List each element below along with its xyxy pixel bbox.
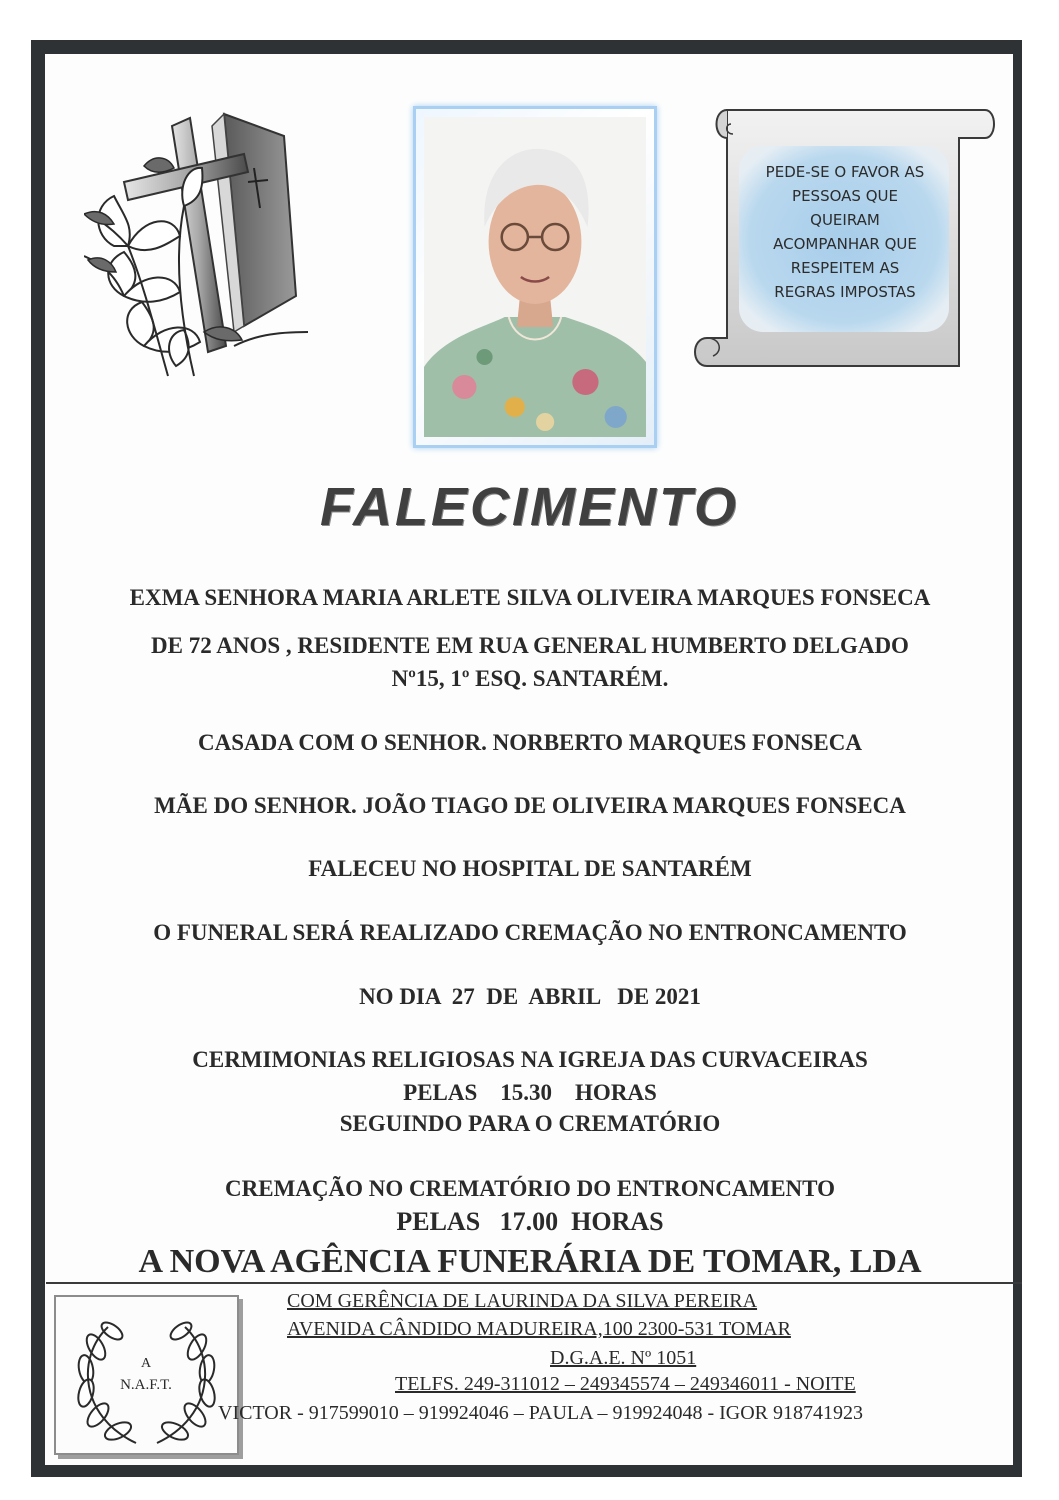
ceremony-time-line: PELAS 15.30 HORAS	[403, 1080, 657, 1105]
spouse-line: CASADA COM O SENHOR. NORBERTO MARQUES FONSECA	[198, 730, 862, 755]
portrait-frame	[413, 106, 657, 448]
agency-license: D.G.A.E. Nº 1051	[550, 1347, 697, 1369]
request-line: ACOMPANHAR QUE	[773, 235, 917, 253]
request-line: PESSOAS QUE	[792, 187, 898, 205]
agency-management: COM GERÊNCIA DE LAURINDA DA SILVA PEREIRA	[287, 1290, 758, 1312]
seal-top-text: A	[140, 1356, 152, 1371]
date-line: NO DIA 27 DE ABRIL DE 2021	[359, 984, 701, 1009]
death-place-line: FALECEU NO HOSPITAL DE SANTARÉM	[308, 856, 752, 881]
night-contacts: VICTOR - 917599010 – 919924046 – PAULA – 919924048 - IGOR 918741923	[218, 1402, 864, 1424]
agency-name: A NOVA AGÊNCIA FUNERÁRIA DE TOMAR, LDA	[138, 1243, 922, 1280]
child-line: MÃE DO SENHOR. JOÃO TIAGO DE OLIVEIRA MARQUES FONSECA	[154, 793, 906, 818]
residence-line-2: Nº15, 1º ESQ. SANTARÉM.	[391, 666, 669, 691]
agency-seal	[54, 1295, 239, 1455]
deceased-name: EXMA SENHORA MARIA ARLETE SILVA OLIVEIRA MARQUES FONSECA	[129, 585, 931, 610]
request-line: RESPEITEM AS	[790, 259, 900, 277]
residence-line-1: DE 72 ANOS , RESIDENTE EM RUA GENERAL HUMBERTO DELGADO	[151, 633, 909, 658]
ceremony-line: CERMIMONIAS RELIGIOSAS NA IGREJA DAS CURVACEIRAS	[192, 1047, 868, 1072]
seal-bottom-text: N.A.F.T.	[120, 1377, 172, 1393]
portrait-photo	[424, 117, 646, 437]
request-line: QUEIRAM	[810, 211, 880, 229]
agency-address: AVENIDA CÂNDIDO MADUREIRA,100 2300-531 TOMAR	[287, 1318, 791, 1340]
proceed-line: SEGUINDO PARA O CREMATÓRIO	[339, 1111, 721, 1136]
cremation-line: CREMAÇÃO NO CREMATÓRIO DO ENTRONCAMENTO	[225, 1176, 835, 1201]
request-note	[745, 160, 945, 304]
cross-bible-lilies-icon	[84, 96, 308, 381]
laurel-wreath-icon	[56, 1297, 237, 1453]
request-line: REGRAS IMPOSTAS	[774, 283, 916, 301]
agency-phones: TELFS. 249-311012 – 249345574 – 249346011 - NOITE	[395, 1373, 856, 1395]
cremation-time-line: PELAS 17.00 HORAS	[396, 1207, 664, 1236]
request-line: PEDE-SE O FAVOR AS	[765, 163, 925, 181]
divider	[46, 1282, 1022, 1284]
funeral-line: O FUNERAL SERÁ REALIZADO CREMAÇÃO NO ENTRONCAMENTO	[153, 920, 907, 945]
headline: FALECIMENTO	[319, 477, 739, 537]
